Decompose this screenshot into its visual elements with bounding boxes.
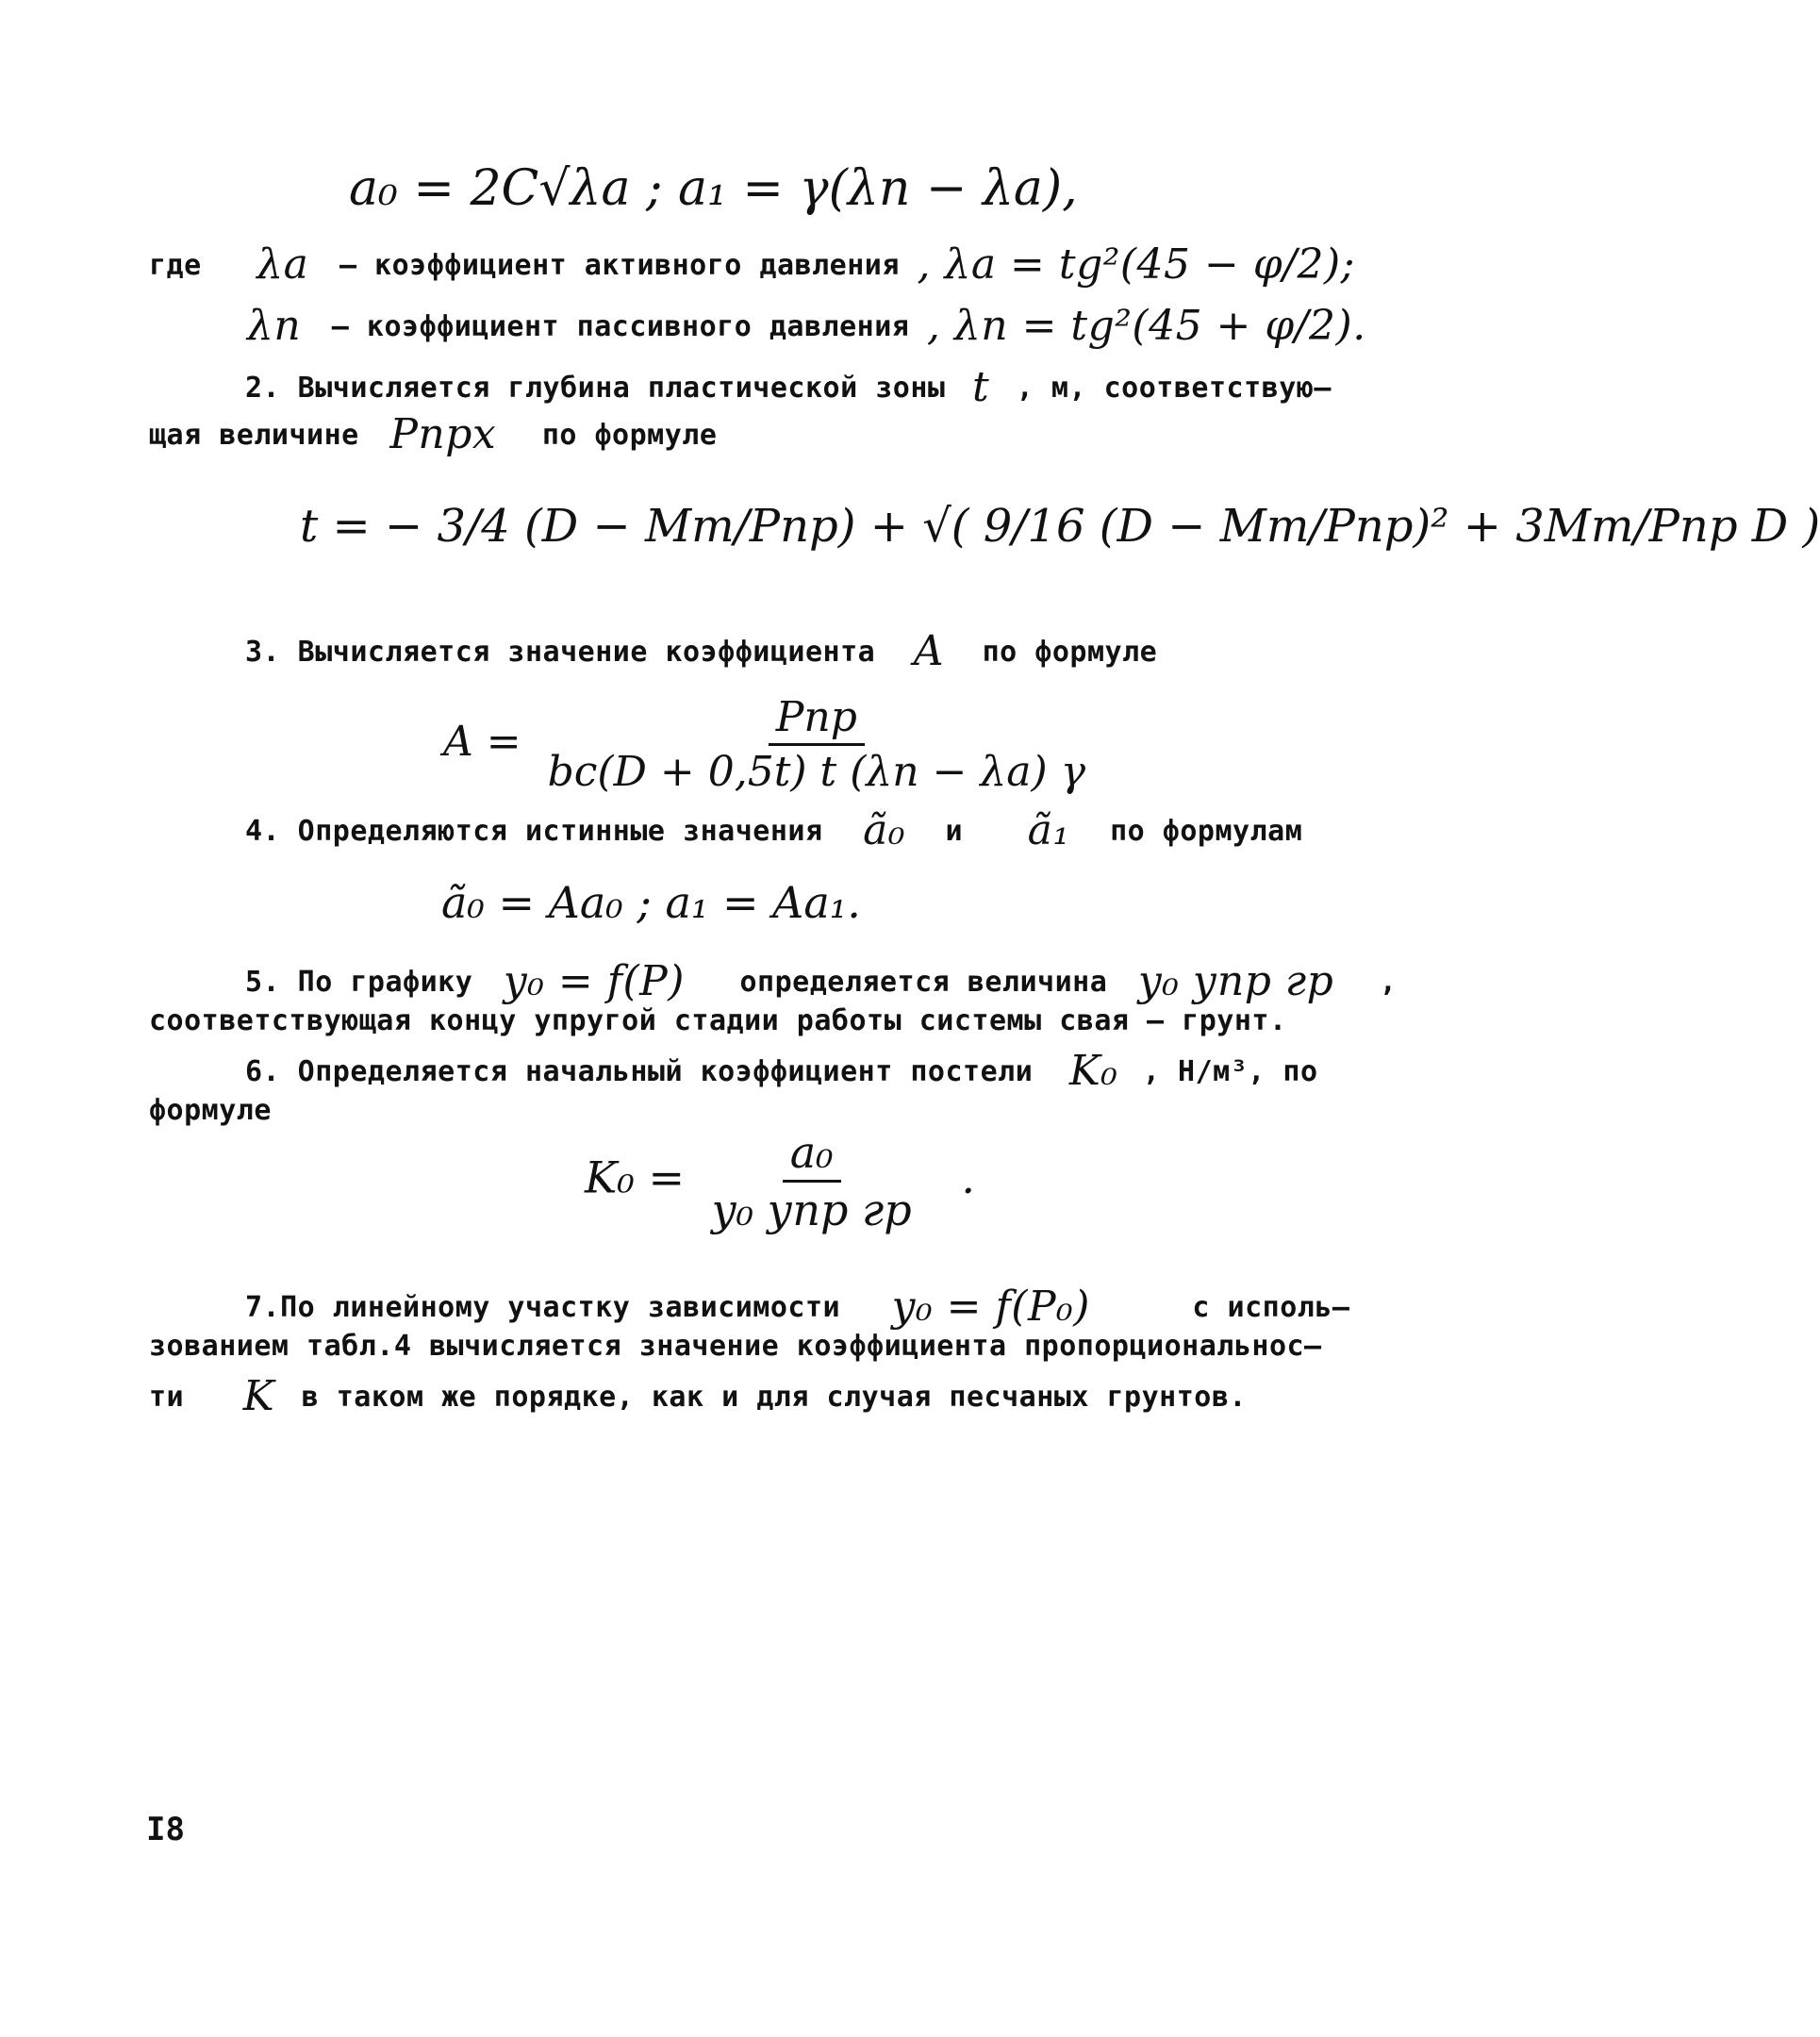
t-symbol: t bbox=[972, 363, 990, 411]
page-number: I8 bbox=[146, 1811, 185, 1848]
para-5-line-1 bbox=[245, 957, 1397, 1005]
lambda-p-formula: , λп = tg²(45 + φ/2). bbox=[926, 302, 1366, 350]
para-5-text-a: 5. По графику bbox=[245, 966, 473, 999]
para-5-text-c: , bbox=[1379, 966, 1398, 999]
para-7-line-3 bbox=[149, 1372, 1247, 1420]
formula-t-text: t = − 3/4 (D − Mт/Pпр) + √( 9/16 (D − Mт/Pпр)² + 3Mт/Pпр D ) bbox=[300, 500, 1820, 553]
para-6-text-a: 6. Определяется начальный коэффициент постели bbox=[245, 1055, 1034, 1088]
para-4-line bbox=[245, 806, 1302, 854]
formula-K0 bbox=[585, 1127, 975, 1235]
formula-K0-denominator: y₀ упр гр bbox=[711, 1184, 912, 1235]
formula-a-tilde bbox=[441, 877, 861, 928]
formula-K0-equals: = bbox=[648, 1151, 699, 1203]
formula-K0-fraction bbox=[704, 1127, 919, 1235]
lambda-p-symbol: λп bbox=[247, 302, 302, 350]
para-7-text-d: ти bbox=[149, 1381, 185, 1414]
formula-K0-dot: . bbox=[961, 1151, 975, 1203]
para-7-line-2 bbox=[149, 1330, 1322, 1363]
para-5-text-d: соответствующая концу упругой стадии работы системы свая – грунт. bbox=[149, 1004, 1287, 1037]
p-npx-symbol: Pпрx bbox=[389, 410, 497, 458]
formula-a0-a1 bbox=[349, 160, 1078, 217]
formula-A-numerator: Pпр bbox=[769, 693, 865, 746]
para-5-text-b: определяется величина bbox=[739, 966, 1108, 999]
para-7-text-a: 7.По линейному участку зависимости bbox=[245, 1291, 841, 1324]
y0-fP0-formula: y₀ = f(P₀) bbox=[891, 1283, 1090, 1331]
y0-fP-formula: y₀ = f(P) bbox=[503, 957, 685, 1005]
formula-A-lhs: A = bbox=[443, 718, 535, 766]
a1-tilde-symbol: ã₁ bbox=[1027, 806, 1070, 854]
para-2-line-2 bbox=[149, 410, 717, 458]
para-6-text-b: , Н/м³, по bbox=[1142, 1055, 1318, 1088]
A-symbol: A bbox=[913, 627, 945, 675]
formula-t bbox=[300, 500, 1820, 553]
para-2-text-c: щая величине bbox=[149, 419, 359, 452]
para-2-text-d: по формуле bbox=[541, 419, 718, 452]
formula-K0-numerator: a₀ bbox=[783, 1127, 841, 1183]
lambda-a-description: – коэффициент активного давления bbox=[339, 249, 900, 282]
formula-a0-a1-text: a₀ = 2C√λa ; a₁ = γ(λп − λa), bbox=[349, 160, 1078, 217]
para-6-line-1 bbox=[245, 1047, 1318, 1095]
formula-A-fraction bbox=[540, 693, 1093, 796]
para-3-text-a: 3. Вычисляется значение коэффициента bbox=[245, 636, 876, 669]
lambda-p-description: – коэффициент пассивного давления bbox=[331, 310, 910, 343]
para-5-line-2 bbox=[149, 1004, 1287, 1037]
gde-label: где bbox=[149, 249, 202, 282]
para-7-text-c: зованием табл.4 вычисляется значение коэффициента пропорциональнос– bbox=[149, 1330, 1322, 1363]
para-2-line-1 bbox=[245, 363, 1332, 411]
formula-K0-lhs: K₀ bbox=[585, 1151, 635, 1203]
para-3-text-b: по формуле bbox=[982, 636, 1158, 669]
formula-A bbox=[443, 693, 1099, 796]
lambda-a-line bbox=[149, 240, 1355, 289]
para-4-text-a: 4. Определяются истинные значения bbox=[245, 815, 823, 848]
K-symbol: K bbox=[242, 1372, 275, 1420]
lambda-p-line bbox=[247, 302, 1366, 350]
lambda-a-symbol: λa bbox=[256, 240, 309, 289]
para-2-text-b: , м, соответствую– bbox=[1016, 372, 1332, 405]
para-4-text-c: по формулам bbox=[1110, 815, 1303, 848]
para-3-line bbox=[245, 627, 1157, 675]
formula-a-tilde-text: ã₀ = Aa₀ ; a₁ = Aa₁. bbox=[441, 877, 861, 928]
y0-upr-symbol: y₀ упр гр bbox=[1137, 957, 1334, 1005]
lambda-a-formula: , λa = tg²(45 − φ/2); bbox=[917, 240, 1355, 289]
formula-A-denominator: bc(D + 0,5t) t (λп − λa) γ bbox=[547, 748, 1085, 796]
para-7-line-1 bbox=[245, 1283, 1349, 1331]
para-2-text-a: 2. Вычисляется глубина пластической зоны bbox=[245, 372, 946, 405]
para-7-text-e: в таком же порядке, как и для случая песчаных грунтов. bbox=[301, 1381, 1247, 1414]
a0-tilde-symbol: ã₀ bbox=[863, 806, 905, 854]
K0-symbol: K₀ bbox=[1068, 1047, 1118, 1095]
para-6-line-2 bbox=[149, 1094, 272, 1127]
para-6-text-c: формуле bbox=[149, 1094, 272, 1127]
para-7-text-b: с исполь– bbox=[1192, 1291, 1350, 1324]
para-4-text-b: и bbox=[945, 815, 964, 848]
